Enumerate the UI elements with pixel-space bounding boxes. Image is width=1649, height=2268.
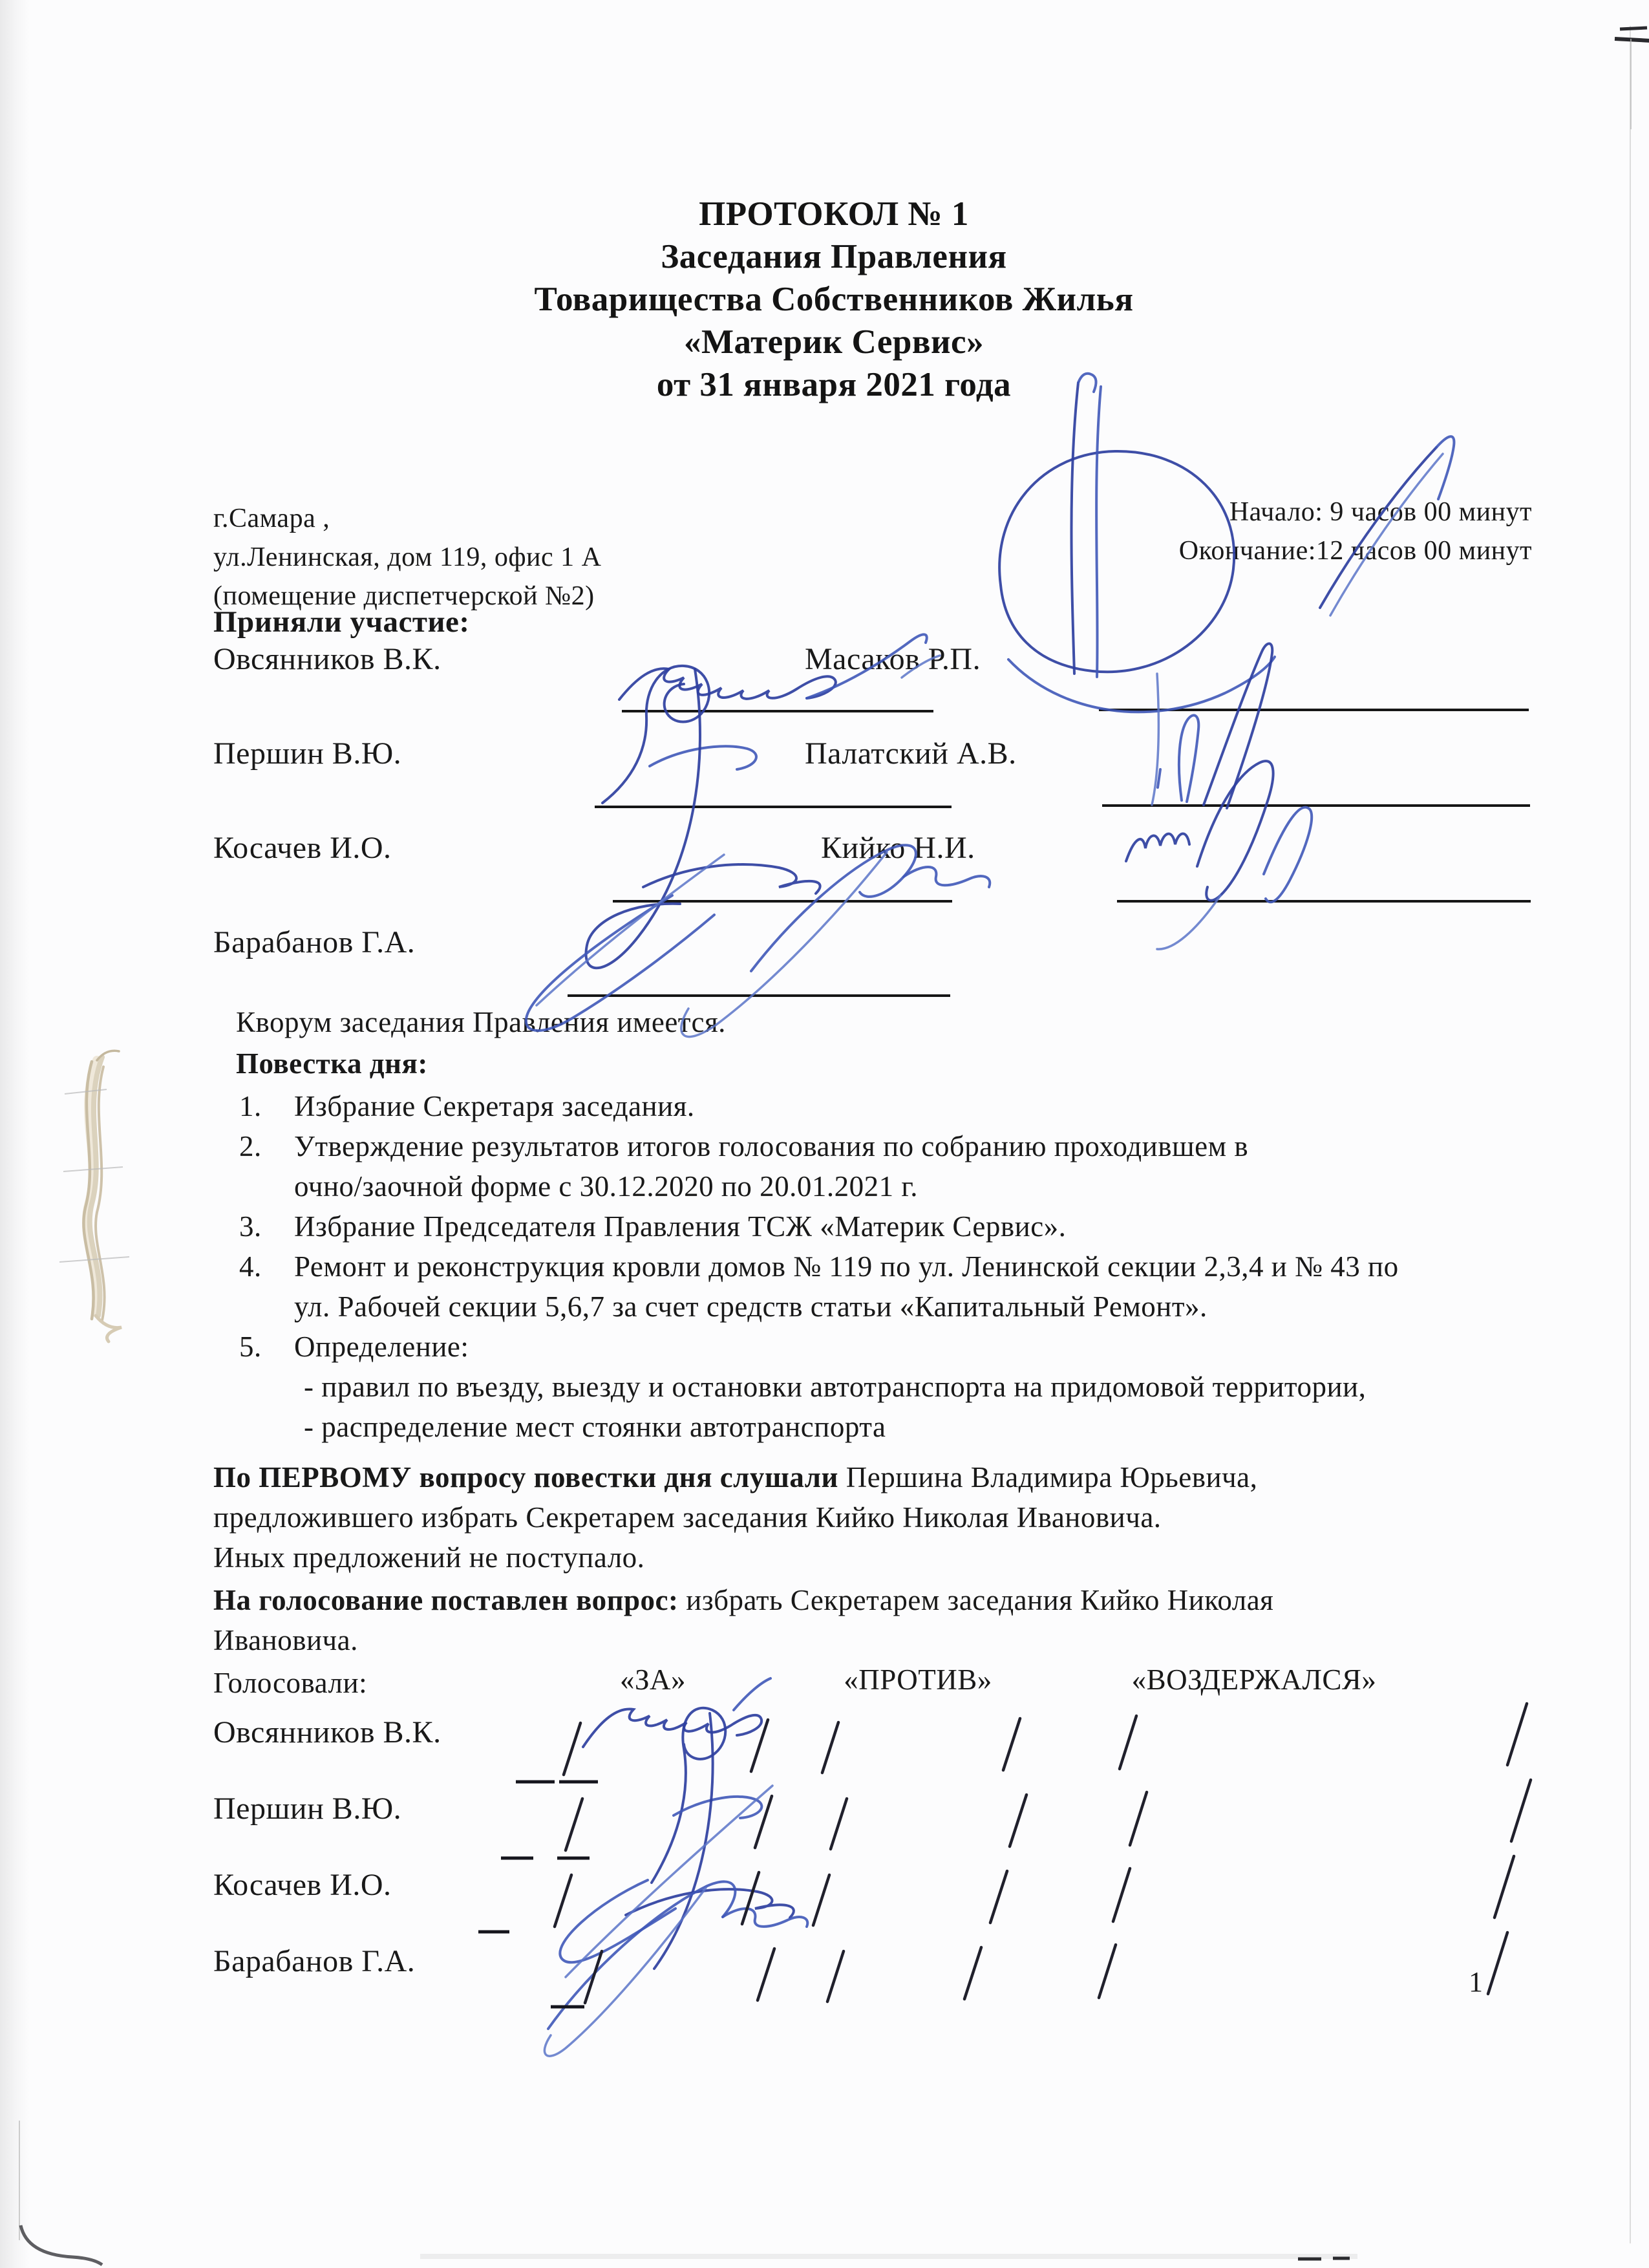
vote-signature-pershin bbox=[652, 1708, 761, 1969]
vote-column-vozderzhalsya: «ВОЗДЕРЖАЛСЯ» bbox=[1131, 1664, 1377, 1696]
palatsky-signature bbox=[1158, 643, 1272, 808]
voting-row-name: Першин В.Ю. bbox=[213, 1792, 402, 1826]
agenda-item-number: 5. bbox=[239, 1331, 262, 1363]
pershin-signature bbox=[586, 666, 756, 968]
agenda-item-number: 2. bbox=[239, 1130, 262, 1162]
ovsyannikov-signature bbox=[619, 634, 940, 700]
voting-row-name: Барабанов Г.А. bbox=[213, 1944, 416, 1978]
voting-row-name: Овсянников В.К. bbox=[213, 1715, 442, 1749]
agenda-item-number: 1. bbox=[239, 1090, 262, 1122]
agenda-item-text: Определение: bbox=[294, 1331, 469, 1363]
participant-name: Овсянников В.К. bbox=[213, 642, 442, 676]
location-line: г.Самара , bbox=[213, 504, 330, 533]
question1-no-other: Иных предложений не поступало. bbox=[213, 1541, 645, 1574]
agenda-item-number: 4. bbox=[239, 1250, 262, 1283]
participant-name: Масаков Р.П. bbox=[805, 642, 981, 676]
location-line: (помещение диспетчерской №2) bbox=[213, 581, 595, 611]
vote-underscores bbox=[478, 1782, 598, 2007]
title-line: от 31 января 2021 года bbox=[656, 366, 1012, 403]
quorum-statement: Кворум заседания Правления имеется. bbox=[236, 1006, 726, 1038]
agenda-item-text: ул. Рабочей секции 5,6,7 за счет средств статьи «Капитальный Ремонт». bbox=[294, 1290, 1207, 1323]
vote-question-bold: На голосование поставлен вопрос: bbox=[213, 1584, 679, 1616]
participant-name: Першин В.Ю. bbox=[213, 736, 402, 771]
question1-heard-line2: предложившего избрать Секретарем заседания Кийко Николая Ивановича. bbox=[213, 1501, 1162, 1534]
vote-question-line2: Ивановича. bbox=[213, 1624, 358, 1656]
agenda-item-number: 3. bbox=[239, 1210, 262, 1243]
vote-column-za: «ЗА» bbox=[619, 1664, 686, 1696]
time-start: Начало: 9 часов 00 минут bbox=[1229, 497, 1532, 527]
page-number: 1 bbox=[1469, 1966, 1484, 1998]
agenda-subitem-text: - правил по въезду, выезду и остановки автотранспорта на придомовой территории, bbox=[304, 1371, 1367, 1403]
question1-heard-bold: По ПЕРВОМУ вопросу повестки дня слушали bbox=[213, 1461, 838, 1493]
participant-name: Палатский А.В. bbox=[805, 736, 1017, 771]
vote-slash-marks bbox=[555, 1704, 1531, 2003]
title-line: Заседания Правления bbox=[661, 238, 1007, 275]
question1-heard-rest: Першина Владимира Юрьевича, bbox=[838, 1461, 1258, 1493]
title-line: ПРОТОКОЛ № 1 bbox=[699, 195, 969, 233]
voting-row-name: Косачев И.О. bbox=[213, 1868, 392, 1902]
vote-column-protiv: «ПРОТИВ» bbox=[844, 1664, 992, 1696]
agenda-item-text: Избрание Секретаря заседания. bbox=[294, 1090, 695, 1122]
vote-question-rest: избрать Секретарем заседания Кийко Николая bbox=[678, 1584, 1274, 1616]
agenda-item-text: Утверждение результатов итогов голосования по собранию проходившем в bbox=[294, 1130, 1249, 1162]
barabanov-signature bbox=[681, 845, 990, 1036]
vote-signature-ovsyannikov bbox=[583, 1678, 771, 1747]
agenda-item-text: Ремонт и реконструкция кровли домов № 119 по ул. Ленинской секции 2,3,4 и № 43 по bbox=[294, 1250, 1399, 1283]
agenda-heading: Повестка дня: bbox=[236, 1047, 428, 1080]
title-line: «Материк Сервис» bbox=[683, 323, 984, 361]
voting-label: Голосовали: bbox=[213, 1667, 368, 1699]
participants-heading: Приняли участие: bbox=[213, 605, 470, 639]
location-line: ул.Ленинская, дом 119, офис 1 А bbox=[213, 542, 602, 572]
participant-name: Кийко Н.И. bbox=[821, 831, 975, 865]
binding-thread bbox=[59, 1051, 129, 1342]
agenda-subitem-text: - распределение мест стоянки автотранспорта bbox=[304, 1411, 886, 1443]
participant-name: Косачев И.О. bbox=[213, 831, 392, 865]
agenda-item-text: очно/заочной форме с 30.12.2020 по 20.01.2021 г. bbox=[294, 1170, 919, 1203]
scan-artifacts bbox=[19, 28, 1649, 2265]
participant-name: Барабанов Г.А. bbox=[213, 925, 416, 959]
title-line: Товарищества Собственников Жилья bbox=[534, 281, 1134, 318]
agenda-item-text: Избрание Председателя Правления ТСЖ «Материк Сервис». bbox=[294, 1210, 1067, 1243]
time-end: Окончание:12 часов 00 минут bbox=[1178, 536, 1532, 566]
